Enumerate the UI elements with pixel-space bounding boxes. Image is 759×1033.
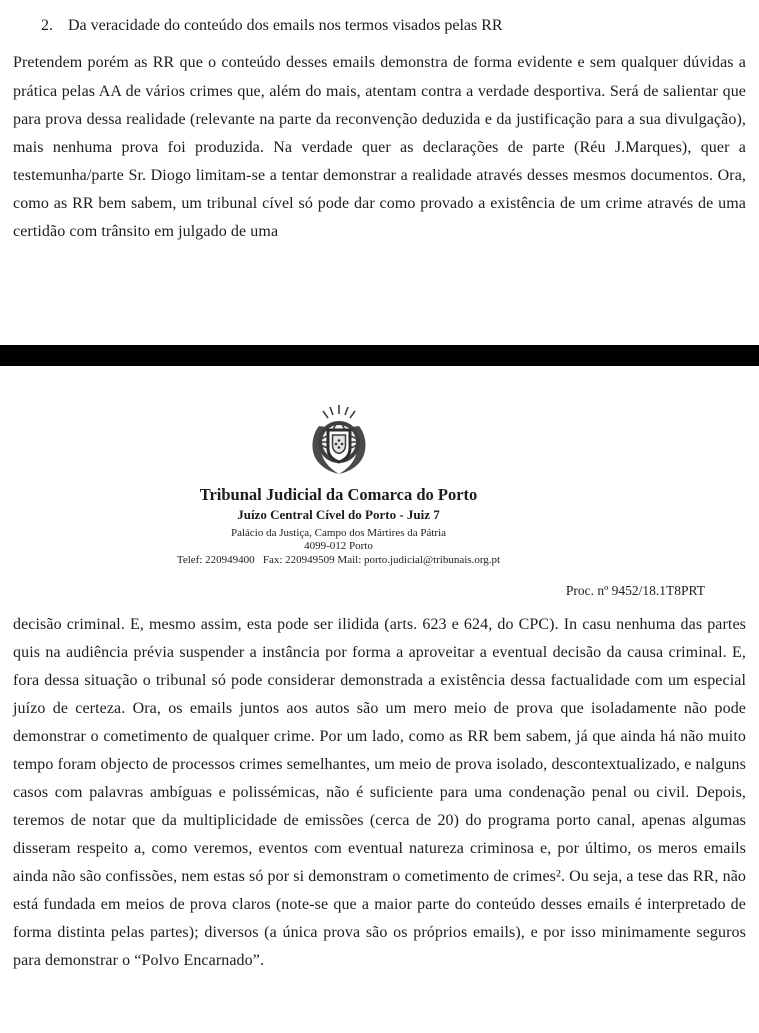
court-postal-code: 4099-012 Porto [304,540,373,553]
court-letterhead [0,404,705,568]
page2-body-paragraph: decisão criminal. E, mesmo assim, esta pode ser ilidida (arts. 623 e 624, do CPC). In casu nenhuma das partes quis na audiência prévia suspender a instância por forma a aproveitar a eventual decisão da causa criminal. E, fora dessa situação o tribunal só pode considerar demonstrada a existência dessa factualidade com um especial juízo de certeza. Ora, os emails juntos aos autos são um mero meio de prova que isoladamente não pode demonstrar o cometimento de qualquer crime. Por um lado, como as RR bem sabem, já que ainda há não muito tempo foram objecto de processos crimes semelhantes, um meio de prova isolado, descontextualizado, e nalguns casos com palavras ambíguas e polissémicas, não é suficiente para uma condenação penal ou civil. Depois, teremos de notar que da multiplicidade de emissões (cerca de 20) do programa porto canal, apenas algumas disseram respeito a, como veremos, eventos com eventual natureza criminosa e, por último, os meros emails ainda não são confissões, nem estas só por si demonstram o cometimento de crimes². Ou seja, a tese das RR, não está fundada em meios de prova claros (note-se que a maior parte do conteúdo desses emails é interpretado de forma distinta pelas partes); diversos (a única prova são os próprios emails), e por isso minimamente seguros para demonstrar o “Polvo Encarnado”. [13,615,746,969]
court-division: Juízo Central Cível do Porto - Juiz 7 [237,507,440,523]
court-contacts: Telef: 220949400 Fax: 220949509 Mail: porto.judicial@tribunais.org.pt [176,554,501,567]
section-heading-title: Da veracidade do conteúdo dos emails nos termos visados pelas RR [68,17,503,34]
process-number: Proc. nº 9452/18.1T8PRT [565,582,705,598]
page1-body-paragraph: Pretendem porém as RR que o conteúdo desses emails demonstra de forma evidente e sem qualquer dúvidas a prática pelas AA de vários crimes que, além do mais, atentam contra a verdade desportiva. Será de salientar que para prova dessa realidade (relevante na parte da reconvenção deduzida e da justificação para a sua divulgação), mais nenhuma prova foi produzida. Na verdade quer as declarações de parte (Réu J.Marques), quer a testemunha/parte Sr. Diogo limitam-se a tentar demonstrar a realidade através desses mesmos documentos. Ora, como as RR bem sabem, um tribunal cível só pode dar como provado a existência de um crime através de uma certidão com trânsito em julgado de uma [13,54,746,241]
court-name: Tribunal Judicial da Comarca do Porto [199,485,478,504]
page-2 [0,404,759,975]
page-break-bar [0,345,759,366]
portugal-coat-of-arms-icon [309,404,369,480]
section-heading [41,15,746,37]
page-1 [0,0,759,345]
section-heading-number: 2. [41,17,53,34]
court-address: Palácio da Justiça, Campo dos Mártires da Pátria [230,526,447,539]
